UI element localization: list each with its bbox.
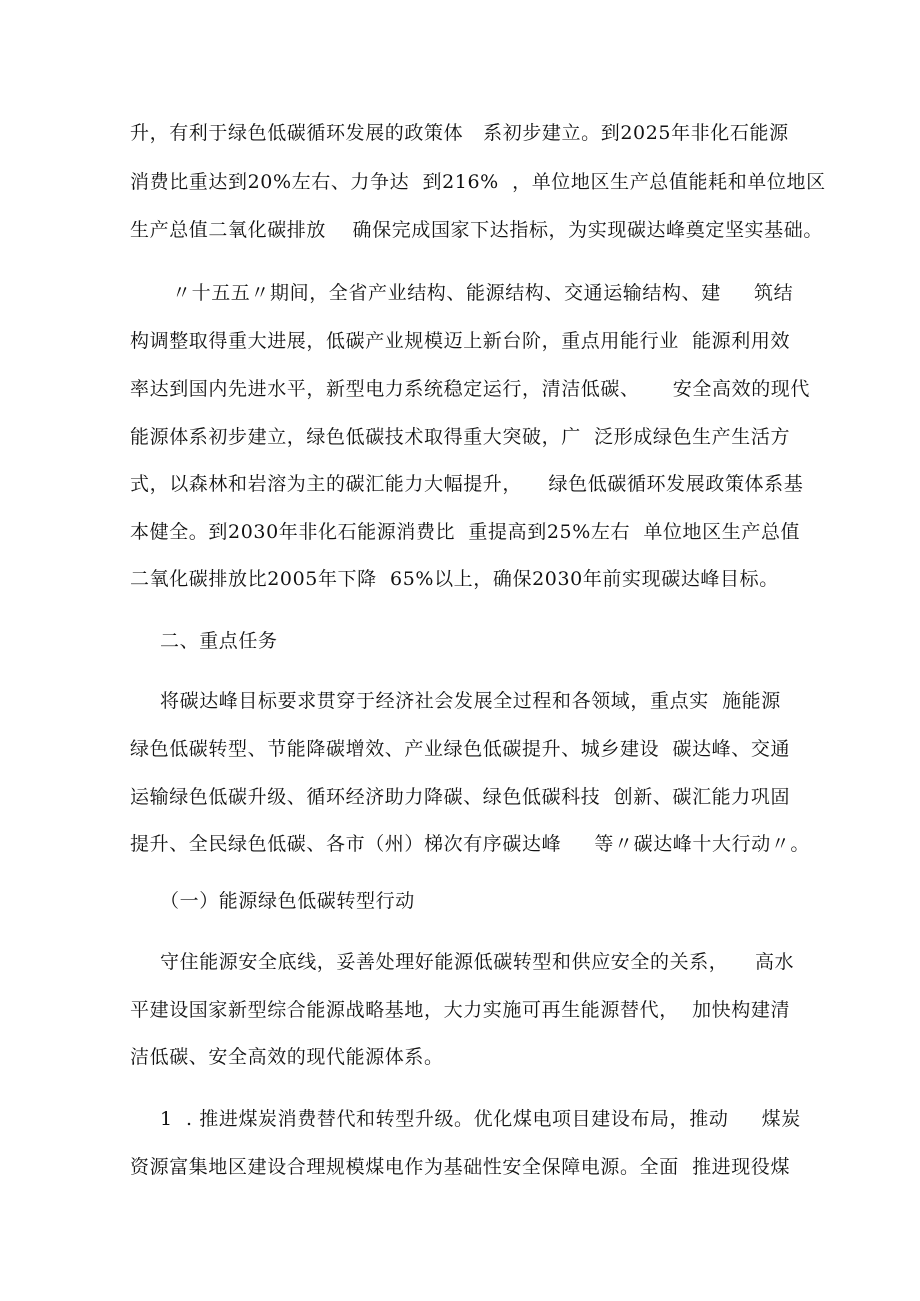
text-line: 资源富集地区建设合理规模煤电作为基础性安全保障电源。全面 推进现役煤	[130, 1156, 791, 1178]
text-line: 守住能源安全底线，妥善处理好能源低碳转型和供应安全的关系， 高水	[160, 951, 795, 973]
text-line: 平建设国家新型综合能源战略基地，大力实施可再生能源替代， 加快构建清	[130, 999, 791, 1021]
subsection-heading: （一）能源绿色低碳转型行动	[160, 890, 415, 912]
text-line: 能源体系初步建立，绿色低碳技术取得重大突破，广 泛形成绿色生产生活方	[130, 426, 791, 448]
text-line: 升，有利于绿色低碳循环发展的政策体 系初步建立。到2025年非化石能源	[130, 122, 789, 144]
text-line: 率达到国内先进水平，新型电力系统稳定运行，清洁低碳、 安全高效的现代	[130, 378, 810, 400]
text-line: 本健全。到2030年非化石能源消费比 重提高到25%左右 单位地区生产总值	[130, 521, 801, 543]
text-line: 将碳达峰目标要求贯穿于经济社会发展全过程和各领域，重点实 施能源	[160, 690, 781, 712]
text-line: 消费比重达到20%左右、力争达 到216% ，单位地区生产总值能耗和单位地区	[130, 171, 826, 193]
text-line: 〃十五五〃期间，全省产业结构、能源结构、交通运输结构、建 筑结	[172, 282, 794, 304]
section-heading: 二、重点任务	[160, 630, 278, 652]
text-line: 运输绿色低碳升级、循环经济助力降碳、绿色低碳科技 创新、碳汇能力巩固	[130, 786, 791, 808]
text-line: 1 . 推进煤炭消费替代和转型升级。优化煤电项目建设布局，推动 煤炭	[160, 1108, 801, 1130]
text-line: 绿色低碳转型、节能降碳增效、产业绿色低碳提升、城乡建设 碳达峰、交通	[130, 738, 791, 760]
text-line: 洁低碳、安全高效的现代能源体系。	[130, 1046, 444, 1068]
text-line: 构调整取得重大进展，低碳产业规模迈上新台阶，重点用能行业 能源利用效	[130, 330, 791, 352]
text-line: 生产总值二氧化碳排放 确保完成国家下达指标，为实现碳达峰奠定坚实基础。	[130, 219, 823, 241]
text-line: 提升、全民绿色低碳、各市（州）梯次有序碳达峰 等〃碳达峰十大行动〃。	[130, 833, 810, 855]
text-line: 式，以森林和岩溶为主的碳汇能力大幅提升， 绿色低碳循环发展政策体系基	[130, 473, 804, 495]
text-line: 二氧化碳排放比2005年下降 65%以上，确保2030年前实现碳达峰目标。	[130, 568, 779, 590]
